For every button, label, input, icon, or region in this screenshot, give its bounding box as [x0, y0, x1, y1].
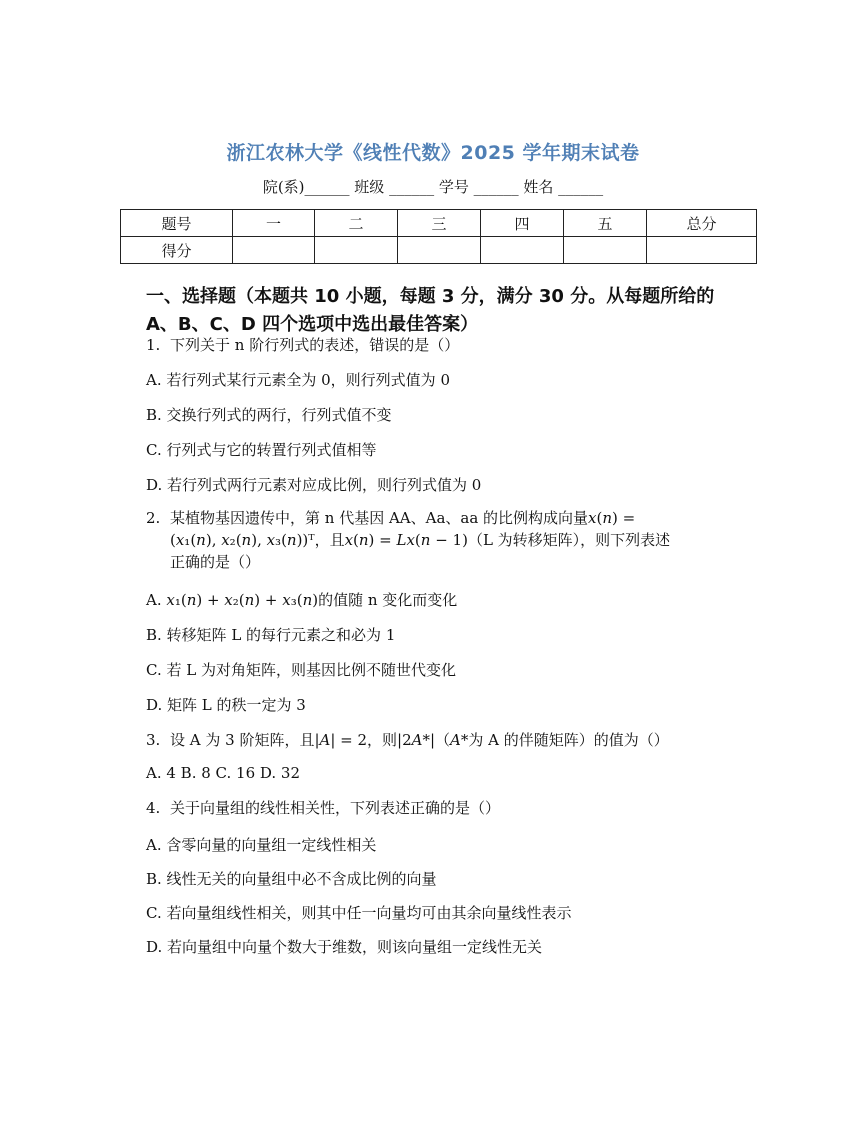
question-number: 1. [146, 336, 161, 354]
option-b: B. 线性无关的向量组中必不含成比例的向量 [146, 870, 437, 888]
score-table [120, 209, 757, 264]
question-stem-line: (𝑥₁(𝑛), 𝑥₂(𝑛), 𝑥₃(𝑛))ᵀ，且𝑥(𝑛) = 𝐿𝑥(𝑛 − 1)（L 为转移矩阵），则下列表述 [170, 531, 671, 549]
score-header-cell: 三 [398, 210, 481, 237]
student-info-line: 院(系)______ 班级 ______ 学号 ______ 姓名 ______ [262, 178, 604, 196]
question-3 [146, 729, 669, 750]
score-cell [398, 237, 481, 264]
question-1 [146, 334, 459, 355]
question-stem: 设 A 为 3 阶矩阵，且|𝐴| = 2，则|2𝐴*|（𝐴*为 A 的伴随矩阵）的值为（） [170, 731, 669, 749]
score-header-cell: 二 [315, 210, 398, 237]
option-a: A. 若行列式某行元素全为 0，则行列式值为 0 [146, 371, 450, 389]
option-c: C. 若 L 为对角矩阵，则基因比例不随世代变化 [146, 661, 456, 679]
score-table-score-row [121, 237, 757, 264]
score-header-cell: 题号 [121, 210, 233, 237]
score-cell [315, 237, 398, 264]
question-number: 3. [146, 731, 161, 749]
option-d: D. 矩阵 L 的秩一定为 3 [146, 696, 306, 714]
score-cell [647, 237, 757, 264]
question-stem: 下列关于 n 阶行列式的表述，错误的是（） [170, 336, 460, 354]
question-4 [146, 797, 500, 818]
option-a: A. 𝑥₁(𝑛) + 𝑥₂(𝑛) + 𝑥₃(𝑛)的值随 n 变化而变化 [146, 591, 458, 609]
option-c: C. 行列式与它的转置行列式值相等 [146, 441, 377, 459]
score-table-header-row [121, 210, 757, 237]
section-title: 一、选择题（本题共 10 小题，每题 3 分，满分 30 分。从每题所给的 A、B、C、D 四个选项中选出最佳答案） [146, 286, 715, 335]
question-stem-line: 某植物基因遗传中，第 n 代基因 AA、Aa、aa 的比例构成向量𝑥(𝑛) = [170, 509, 636, 527]
question-3-options: A. 4 B. 8 C. 16 D. 32 [146, 764, 300, 782]
question-2-number: 2. [146, 509, 161, 527]
score-label-cell: 得分 [121, 237, 233, 264]
score-header-cell: 一 [233, 210, 315, 237]
option-a: A. 含零向量的向量组一定线性相关 [146, 836, 377, 854]
score-cell [564, 237, 647, 264]
score-cell [481, 237, 564, 264]
option-d: D. 若向量组中向量个数大于维数，则该向量组一定线性无关 [146, 938, 543, 956]
score-header-cell: 四 [481, 210, 564, 237]
option-c: C. 若向量组线性相关，则其中任一向量均可由其余向量线性表示 [146, 904, 572, 922]
score-cell [233, 237, 315, 264]
option-b: B. 转移矩阵 L 的每行元素之和必为 1 [146, 626, 396, 644]
question-2-stem [170, 507, 730, 573]
option-d: D. 若行列式两行元素对应成比例，则行列式值为 0 [146, 476, 482, 494]
option-b: B. 交换行列式的两行，行列式值不变 [146, 406, 392, 424]
exam-title: 浙江农林大学《线性代数》2025 学年期末试卷 [226, 142, 640, 164]
question-number: 4. [146, 799, 161, 817]
score-header-cell: 总分 [647, 210, 757, 237]
question-stem: 关于向量组的线性相关性，下列表述正确的是（） [170, 799, 501, 817]
question-stem-line: 正确的是（） [170, 553, 261, 571]
score-header-cell: 五 [564, 210, 647, 237]
